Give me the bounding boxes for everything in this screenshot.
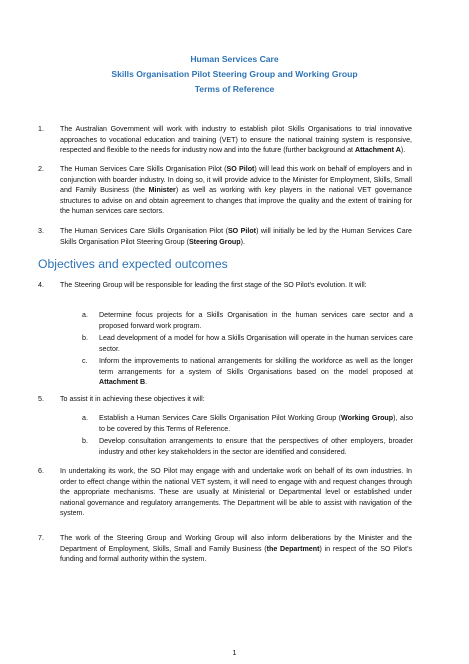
list-item (82, 356, 413, 388)
paragraph-text: ) will initially be led by the Human Services Care Skills Organisation Pilot Steering Group ( (60, 227, 413, 246)
list-item (82, 413, 413, 434)
list-item (82, 310, 413, 331)
list-text: Develop consultation arrangements to ensure that the perspectives of other employers, broader industry and other key stakeholders in the sector are identified and considered. (99, 437, 413, 456)
page-number: 1 (232, 648, 237, 657)
paragraph-text: The Australian Government will work with industry to establish pilot Skills Organisations to trial innovative approaches to vocational education and training (VET) to ensure the national training system is responsive, respected and flexible to the needs for industry now and into the future (further background at (60, 125, 412, 155)
list-text-after: ), also to be covered by this Terms of Reference. (99, 414, 413, 433)
paragraph-text: ) will lead this work on behalf of employers and in conjunction with boarder industry. In doing so, it will provide advice to the Minister for Employment, Skills, Small and Family Business (the (60, 165, 412, 195)
paragraph-bold: the Department (266, 544, 320, 553)
paragraph-7 (38, 533, 413, 565)
paragraph-bold: Minister (148, 186, 176, 195)
paragraph-3 (38, 226, 413, 247)
paragraph-bold: SO Pilot (227, 227, 257, 235)
paragraph-text: ). (240, 237, 245, 246)
list-text: Lead development of a model for how a Skills Organisation will operate in the human services care sector. (99, 334, 413, 353)
paragraph-bold: SO Pilot (226, 165, 255, 173)
paragraph-5 (38, 394, 412, 405)
paragraph-text: The Human Services Care Skills Organisation Pilot ( (60, 227, 228, 235)
paragraph-text: In undertaking its work, the SO Pilot may engage with and undertake work on behalf of its own industries. In order to effect change within the national VET system, it will need to engage with and request changes through the appropriate mechanisms. These are usually at Ministerial or Departmental level or established under national governance and regulatory arrangements. The Department will be able to assist with navigation of the system. (60, 467, 412, 518)
title-line-3: Terms of Reference (194, 84, 275, 94)
paragraph-text: ) as well as working with key players in the national VET governance structures to advise on and obtain agreement to changes that improve the quality and the extent of training for the human services care sectors. (60, 186, 412, 216)
paragraph-text: To assist it in achieving these objectives it will: (60, 395, 205, 403)
paragraph-text: The work of the Steering Group and Working Group will also inform deliberations by the Minister and the Department of Employment, Skills, Small and Family Business ( (60, 534, 412, 553)
paragraph-number: 3. (38, 227, 44, 235)
list-text-after: . (145, 378, 148, 387)
list-letter: a. (82, 311, 88, 319)
title-line-1: Human Services Care (190, 54, 279, 64)
section-heading: Objectives and expected outcomes (38, 257, 228, 271)
list-item (82, 436, 413, 457)
paragraph-text-after: ). (400, 146, 406, 155)
document-title (0, 52, 469, 97)
paragraph-number: 1. (38, 125, 44, 133)
paragraph-bold: Attachment A (354, 146, 401, 155)
list-letter: c. (82, 357, 88, 365)
paragraph-number: 7. (38, 534, 44, 542)
paragraph-text: ) in respect of the SO Pilot’s funding and formal authority within the system. (60, 544, 413, 564)
paragraph-number: 5. (38, 395, 44, 403)
paragraph-text: The Steering Group will be responsible for leading the first stage of the SO Pilot’s evolution. It will: (60, 281, 367, 289)
paragraph-text: The Human Services Care Skills Organisation Pilot ( (60, 165, 227, 173)
list-item (82, 333, 413, 354)
paragraph-number: 2. (38, 165, 44, 173)
paragraph-bold: Steering Group (188, 237, 241, 246)
list-text: Inform the improvements to national arrangements for skilling the workforce as well as the longer term arrangements for a system of Skills Organisations based on the model proposed at (99, 357, 413, 376)
list-letter: a. (82, 414, 88, 422)
paragraph-2 (38, 164, 412, 217)
title-line-2: Skills Organisation Pilot Steering Group and Working Group (111, 69, 358, 79)
list-text: Determine focus projects for a Skills Organisation in the human services care sector and a proposed forward work program. (99, 311, 413, 330)
list-bold: Attachment B (99, 378, 146, 387)
list-bold: Working Group (341, 414, 394, 422)
paragraph-4 (38, 280, 412, 291)
list-letter: b. (82, 334, 88, 342)
paragraph-number: 6. (38, 467, 44, 475)
list-text: Establish a Human Services Care Skills Organisation Pilot Working Group ( (99, 414, 342, 422)
paragraph-number: 4. (38, 281, 44, 289)
paragraph-1 (38, 124, 412, 156)
list-letter: b. (82, 437, 88, 445)
paragraph-6 (38, 466, 412, 519)
